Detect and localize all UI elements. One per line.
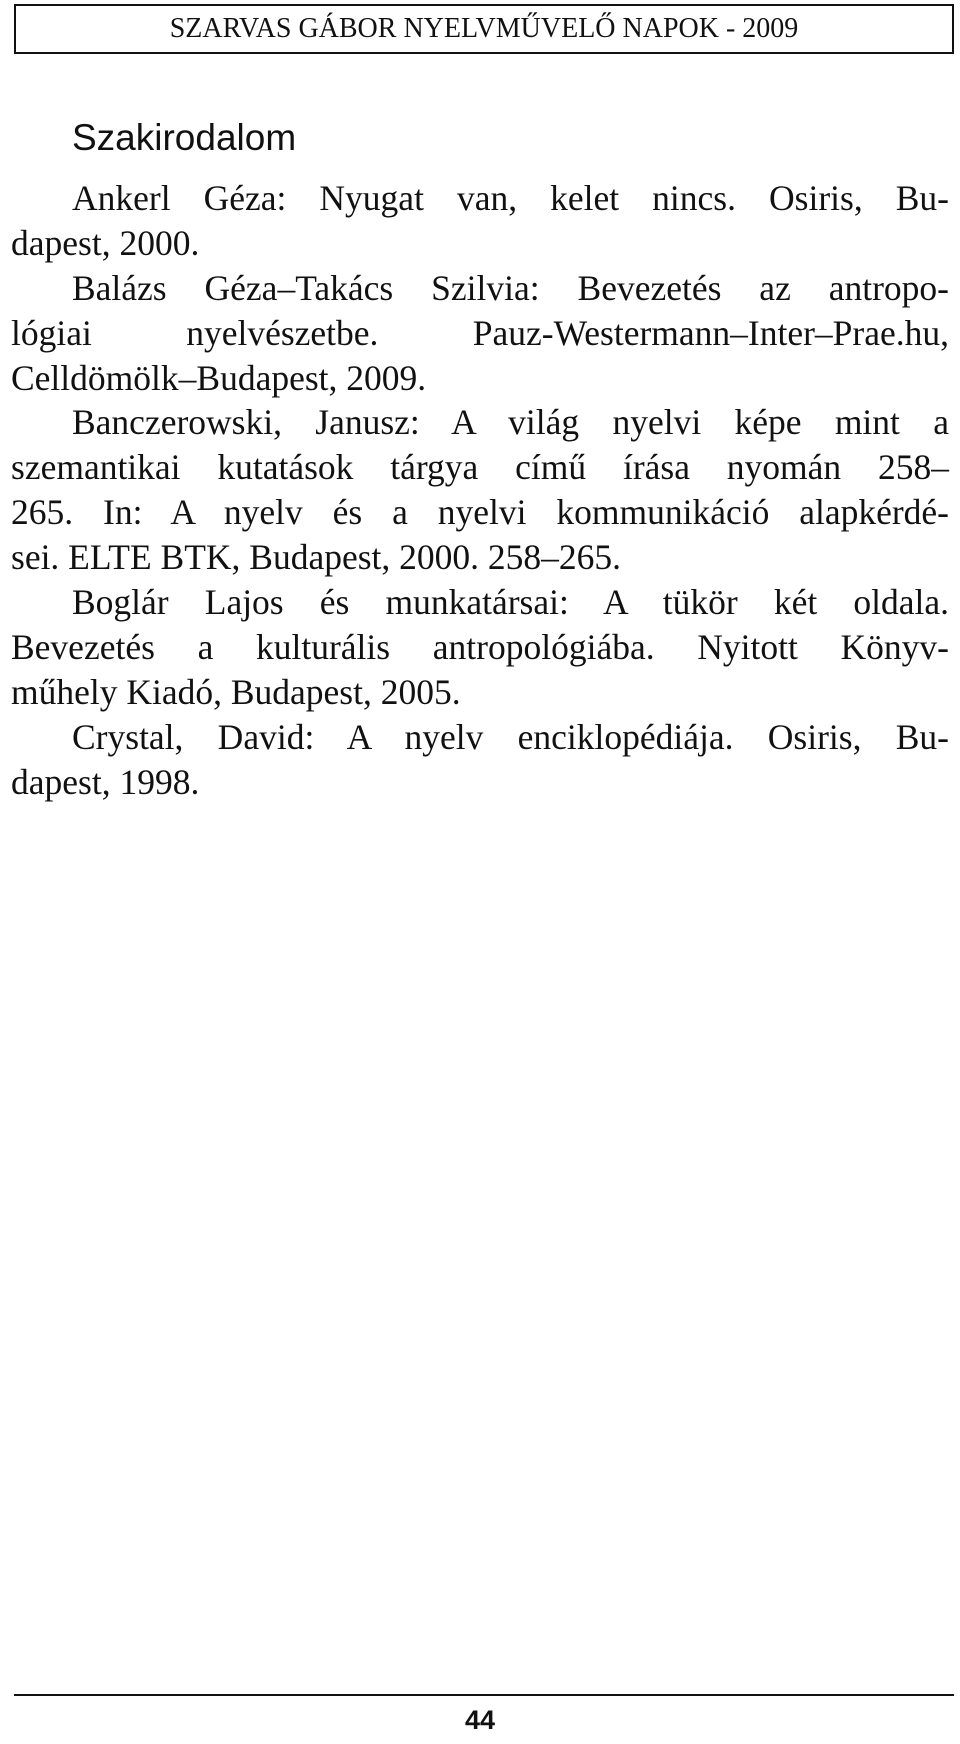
section-title: Szakirodalom [72, 117, 297, 158]
reference-line: Banczerowski, Janusz: A világ nyelvi képe mint a [72, 402, 949, 443]
reference-line: Boglár Lajos és munkatársai: A tükör két oldala. [72, 582, 949, 623]
reference-line: szemantikai kutatások tárgya című írása nyomán 258– [11, 447, 949, 488]
reference-line: Ankerl Géza: Nyugat van, kelet nincs. Osiris, Bu- [72, 178, 949, 218]
reference-line: Crystal, David: A nyelv enciklopédiája. Osiris, Bu- [72, 716, 949, 757]
reference-line: Bevezetés a kulturális antropológiába. Nyitott Könyv- [11, 626, 949, 667]
running-header-title: SZARVAS GÁBOR NYELVMŰVELŐ NAPOK - 2009 [169, 13, 799, 44]
reference-line: 265. In: A nyelv és a nyelvi kommunikáció alapkérdé- [11, 492, 949, 533]
reference-line: Celldömölk–Budapest, 2009. [11, 357, 427, 398]
page-number: 44 [464, 1705, 496, 1735]
reference-item [11, 266, 949, 401]
reference-item [11, 715, 949, 805]
reference-item [11, 580, 949, 715]
reference-line: dapest, 2000. [11, 222, 200, 263]
running-header [14, 4, 954, 54]
reference-line: műhely Kiadó, Budapest, 2005. [11, 671, 461, 712]
reference-line: sei. ELTE BTK, Budapest, 2000. 258–265. [11, 537, 622, 578]
reference-line: dapest, 1998. [11, 761, 200, 802]
reference-line: lógiai nyelvészetbe. Pauz-Westermann–Inter–Prae.hu, [11, 312, 949, 353]
reference-line: Balázs Géza–Takács Szilvia: Bevezetés az antropo- [72, 267, 949, 308]
reference-list [11, 176, 949, 804]
reference-item [11, 176, 949, 266]
footer-divider [14, 1694, 954, 1696]
reference-item [11, 400, 949, 580]
